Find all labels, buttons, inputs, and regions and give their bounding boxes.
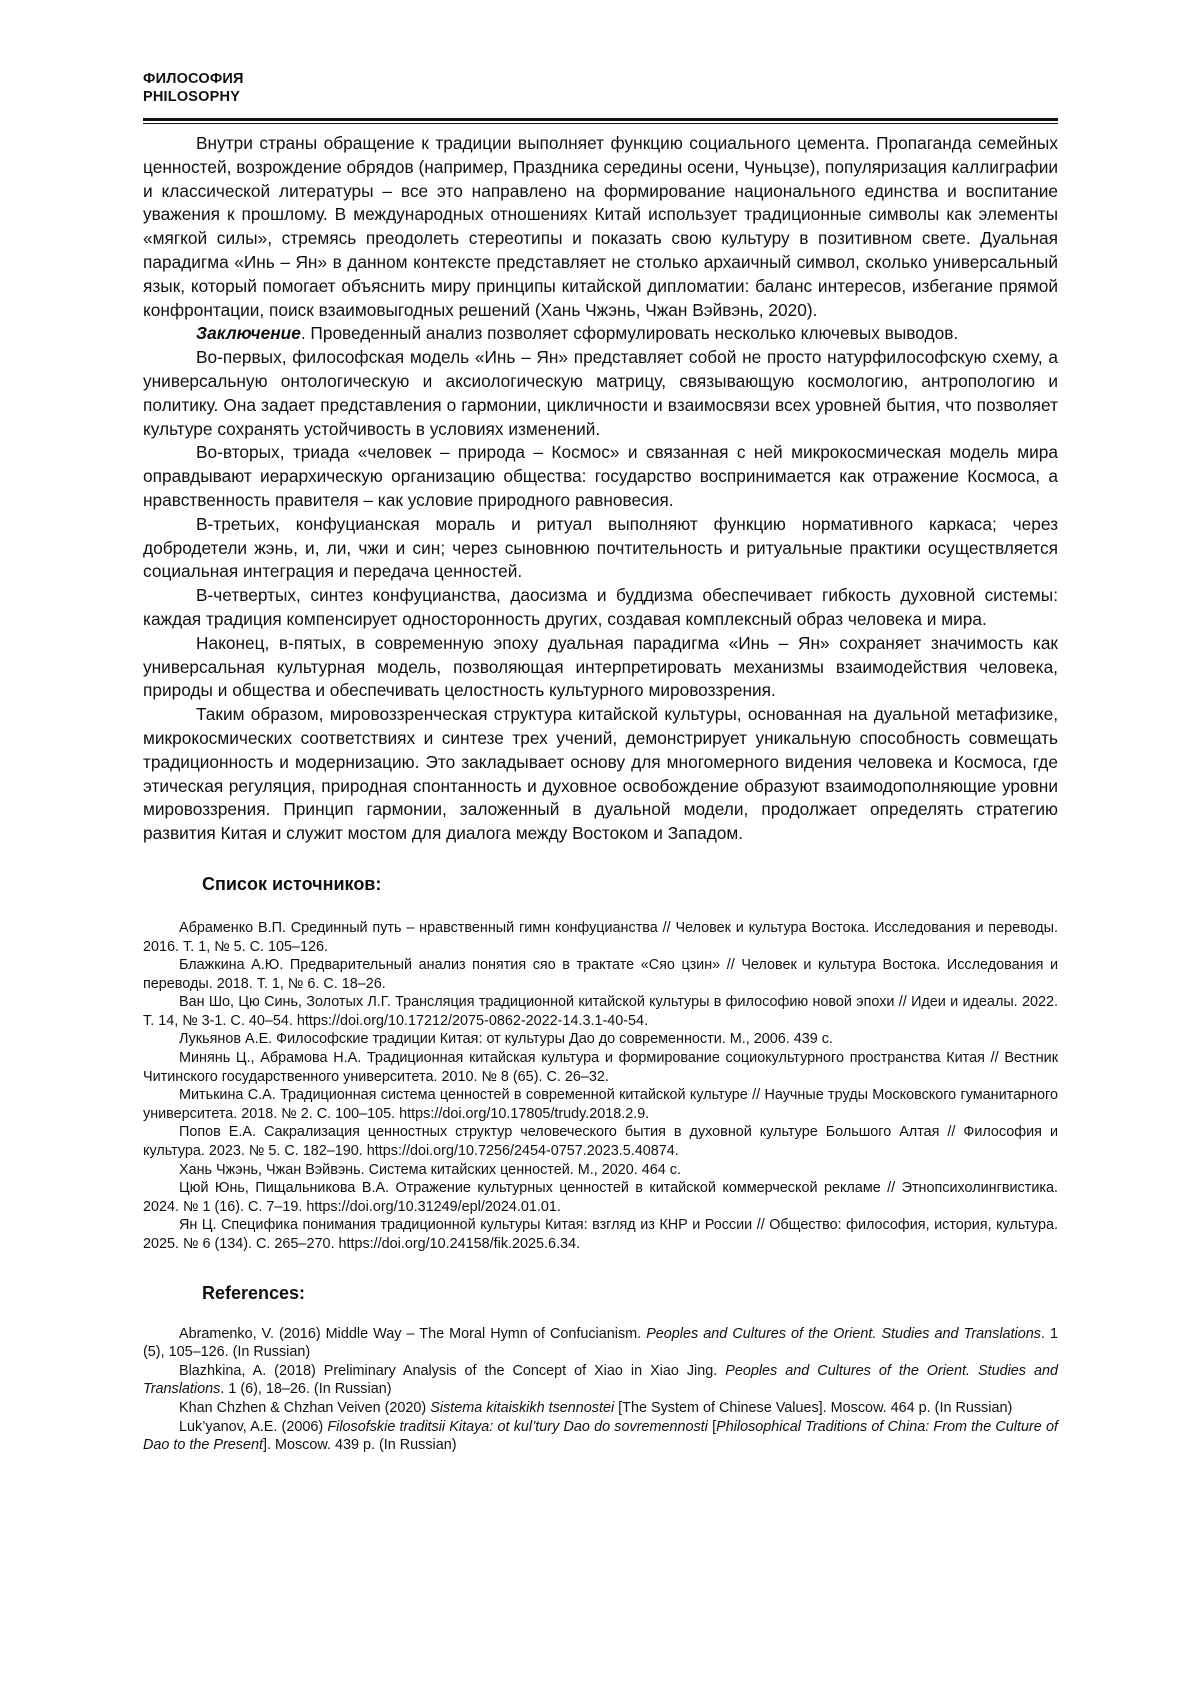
paragraph: В-третьих, конфуцианская мораль и ритуал выполняют функцию нормативного каркаса; через добродетели жэнь, и, ли, чжи и син; через сыновнюю почтительность и ритуальные практики осуществляется социальная интеграция и передача ценностей.	[143, 513, 1058, 582]
source-item: Ван Шо, Цю Синь, Золотых Л.Г. Трансляция традиционной китайской культуры в философию новой эпохи // Идеи и идеалы. 2022. Т. 14, № 3-1. С. 40–54. https://doi.org/10.17212/2075-0862-2022-14.3.1-40-54.	[143, 994, 1058, 1029]
ref-text: Khan Chzhen & Chzhan Veiven (2020)	[179, 1399, 431, 1416]
source-item: Блажкина А.Ю. Предварительный анализ понятия сяо в трактате «Сяо цзин» // Человек и культура Востока. Исследования и переводы. 2018. Т. 1, № 6. С. 18–26.	[143, 957, 1058, 992]
ref-journal: Peoples and Cultures of the Orient. Studies and Translations	[143, 1362, 1058, 1398]
ref-text: ]. Moscow. 439 p. (In Russian)	[263, 1437, 457, 1454]
references-heading: References:	[202, 1282, 306, 1303]
source-item: Попов Е.А. Сакрализация ценностных структур человеческого бытия в духовной культуре Большого Алтая // Философия и культура. 2023. № 5. С. 182–190. https://doi.org/10.7256/2454-0757.2023.5.40874.	[143, 1124, 1058, 1160]
page	[143, 70, 1058, 1455]
ref-text: Abramenko, V. (2016) Middle Way – The Moral Hymn of Confucianism.	[179, 1325, 647, 1342]
header-rule	[143, 118, 1058, 124]
article-body	[143, 132, 1058, 846]
paragraph: Во-вторых, триада «человек – природа – Космос» и связанная с ней микрокосмическая модель мира оправдывают иерархическую организацию общества: государство воспринимается как отражение Космоса, а нравственность правителя – как условие природного равновесия.	[143, 442, 1058, 510]
conclusion-lead: Заключение	[196, 323, 301, 344]
reference-item	[143, 1325, 1058, 1362]
sources-list	[143, 919, 1058, 1254]
conclusion-text: . Проведенный анализ позволяет сформулировать несколько ключевых выводов.	[300, 323, 959, 344]
paragraph: Таким образом, мировоззренческая структура китайской культуры, основанная на дуальной метафизике, микрокосмических соответствиях и синтезе трех учений, демонстрирует уникальную способность совмещать традиционность и модернизацию. Это закладывает основу для многомерного видения человека и Космоса, где этическая регуляция, природная спонтанность и духовное освобождение образуют взаимодополняющие уровни мировоззрения. Принцип гармонии, заложенный в дуальной модели, продолжает определять стратегию развития Китая и служит мостом для диалога между Востоком и Западом.	[143, 704, 1058, 844]
paragraph: Во-первых, философская модель «Инь – Ян» представляет собой не просто натурфилософскую схему, а универсальную онтологическую и аксиологическую матрицу, связывающую космологию, антропологию и политику. Она задает представления о гармонии, цикличности и взаимосвязи всех уровней бытия, что позволяет культуре сохранять устойчивость в условиях изменений.	[143, 347, 1058, 439]
references-list	[143, 1325, 1058, 1455]
source-item: Митькина С.А. Традиционная система ценностей в современной китайской культуре // Научные труды Московского гуманитарного университета. 2018. № 2. С. 100–105. https://doi.org/10.17805/trudy.2018.2.9.	[143, 1087, 1058, 1122]
source-item: Минянь Ц., Абрамова Н.А. Традиционная китайская культура и формирование социокультурного пространства Китая // Вестник Читинского государственного университета. 2010. № 8 (65). С. 26–32.	[143, 1050, 1058, 1085]
source-item: Лукьянов А.Е. Философские традиции Китая: от культуры Дао до современности. М., 2006. 439 с.	[179, 1031, 833, 1048]
section-title-en: PHILOSOPHY	[143, 89, 241, 105]
paragraph: Наконец, в-пятых, в современную эпоху дуальная парадигма «Инь – Ян» сохраняет значимость как универсальная культурная модель, позволяющая интерпретировать механизмы взаимодействия человека, природы и общества и обеспечивать целостность культурного мировоззрения.	[143, 632, 1058, 701]
conclusion-paragraph	[143, 322, 1058, 346]
reference-item	[143, 1399, 1058, 1418]
ref-text: . 1 (5), 105–126. (In Russian)	[143, 1325, 1058, 1361]
ref-title-translation: Philosophical Traditions of China: From the Culture of Dao to the Present	[143, 1418, 1058, 1454]
source-item: Цюй Юнь, Пищальникова В.А. Отражение культурных ценностей в китайской коммерческой рекламе // Этнопсихолингвистика. 2024. № 1 (16). С. 7–19. https://doi.org/10.31249/epl/2024.01.01.	[143, 1180, 1058, 1215]
source-item: Абраменко В.П. Срединный путь – нравственный гимн конфуцианства // Человек и культура Востока. Исследования и переводы. 2016. Т. 1, № 5. С. 105–126.	[143, 919, 1058, 955]
ref-text: Luk’yanov, A.E. (2006)	[179, 1418, 328, 1435]
ref-text: [The System of Chinese Values]. Moscow. 464 p. (In Russian)	[614, 1399, 1013, 1416]
reference-item	[143, 1362, 1058, 1399]
paragraph: В-четвертых, синтез конфуцианства, даосизма и буддизма обеспечивает гибкость духовной системы: каждая традиция компенсирует односторонность других, создавая комплексный образ человека и мира.	[143, 585, 1058, 629]
source-item: Ян Ц. Специфика понимания традиционной культуры Китая: взгляд из КНР и России // Общество: философия, история, культура. 2025. № 6 (134). С. 265–270. https://doi.org/10.24158/fik.2025.6.34.	[143, 1217, 1058, 1252]
source-item: Хань Чжэнь, Чжан Вэйвэнь. Система китайских ценностей. М., 2020. 464 с.	[179, 1161, 681, 1178]
ref-title: Sistema kitaiskikh tsennostei	[430, 1399, 615, 1416]
ref-text: [	[707, 1418, 717, 1435]
ref-text: . 1 (6), 18–26. (In Russian)	[220, 1381, 392, 1398]
sources-heading: Список источников:	[202, 873, 382, 894]
ref-text: Blazhkina, A. (2018) Preliminary Analysis of the Concept of Xiao in Xiao Jing.	[179, 1362, 726, 1379]
ref-title: Filosofskie traditsii Kitaya: ot kul’tury Dao do sovremennosti	[327, 1418, 708, 1435]
ref-journal: Peoples and Cultures of the Orient. Studies and Translations	[646, 1325, 1041, 1342]
paragraph: Внутри страны обращение к традиции выполняет функцию социального цемента. Пропаганда семейных ценностей, возрождение обрядов (например, Праздника середины осени, Чуньцзе), популяризация каллиграфии и классической литературы – все это направлено на формирование национального единства и воспитание уважения к прошлому. В международных отношениях Китай использует традиционные символы как элементы «мягкой силы», стремясь преодолеть стереотипы и показать свою культуру в позитивном свете. Дуальная парадигма «Инь – Ян» в данном контексте представляет не столько архаичный символ, сколько универсальный язык, который помогает объяснить миру принципы китайской дипломатии: баланс интересов, избегание прямой конфронтации, поиск взаимовыгодных решений (Хань Чжэнь, Чжан Вэйвэнь, 2020).	[143, 133, 1058, 320]
section-title-ru: ФИЛОСОФИЯ	[143, 71, 244, 87]
running-header	[143, 70, 1058, 106]
reference-item	[143, 1418, 1058, 1455]
